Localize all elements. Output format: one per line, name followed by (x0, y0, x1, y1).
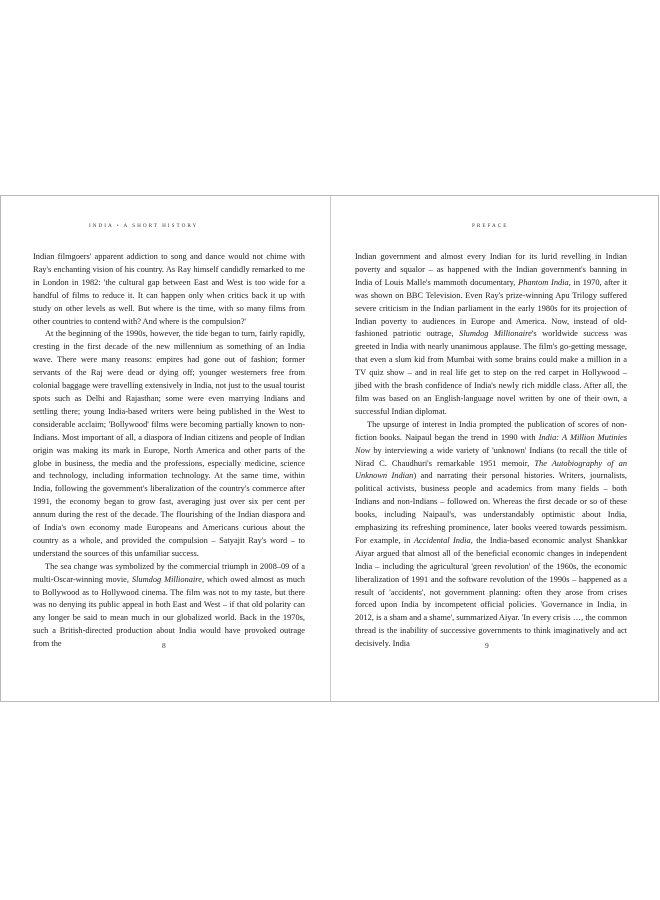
text-run: 's worldwide success was greeted in India with nearly unanimous applause. The film's go-getting message, that even a slum kid from Mumbai with some brains could make a million in a TV quiz show – and in real life get to step on the red carpet in Hollywood – jibed with the brash confidence of India's newly rich middle class. After all, the film was based on an English-language novel written by one of their own, a successful Indian diplomat. (355, 329, 628, 416)
text-run: by interviewing a wide variety of 'unknown' Indians (to recall the title of Nirad C. Chaudhuri's remarkable 1951 memoir, (355, 445, 627, 468)
italic-title: Accidental India (413, 535, 471, 545)
text-run: The sea change was symbolized by the commercial triumph in 2008–09 of a multi-Oscar-winning movie, (33, 561, 305, 584)
text-run: ) and narrating their personal histories. Writers, journalists, political activists, business people and academics from many fields – both Indians and non-Indians – followed on. Whereas the first decade or so of these books, including Naipaul's, was understandably optimistic about India, emphasizing its refreshing prominence, later books veered towards pessimism. For example, in (355, 471, 628, 545)
text-run: , the India-based economic analyst Shankkar Aiyar argued that almost all of the beneficial economic changes in independent India – including the agricultural 'green revolution' of the 1960s, the economic liberalization of 1991 and the software revolution of the 1990s – happened as a result of 'accidents', not government planning: often they arose from crises forced upon India by incompetent official policies. 'Governance in India, in 2012, is a sham and a shame', summarized Aiyar. 'In every crisis …, the common thread is the inability of successive governments to think imaginatively and act decisively. India (355, 535, 627, 649)
text-run: , in 1970, after it was shown on BBC Television. Even Ray's prize-winning Apu Trilogy suffered severe criticism in the Indian parliament in the early 1980s for its projection of Indian poverty to audiences in Europe and America. Now, instead of old-fashioned patriotic outrage, (355, 277, 628, 339)
right-page (331, 196, 660, 701)
left-page-number: 8 (162, 641, 166, 650)
paragraph (355, 251, 627, 419)
left-running-head: INDIA • A SHORT HISTORY (89, 223, 199, 229)
paragraph (355, 419, 627, 651)
italic-title: Slumdog Millionaire (459, 329, 532, 339)
paragraph (33, 561, 305, 651)
right-page-text (355, 251, 627, 651)
text-run: Indian filmgoers' apparent addiction to song and dance would not chime with Ray's enchanting vision of his country. As Ray himself candidly remarked to me in London in 1982: 'the cultural gap between East and West is too wide for a handful of films to reduce it. It can happen only when critics back it up with study on other levels as well. But where is the time, with so many films from other countries to contend with? And where is the compulsion?' (33, 252, 305, 326)
italic-title: The Autobiography of an Unknown Indian (355, 458, 628, 481)
italic-title: Slumdog Millionaire (131, 574, 202, 584)
right-running-head: PREFACE (472, 223, 509, 229)
italic-title: India: A Million Mutinies Now (355, 432, 627, 455)
text-run: Indian government and almost every Indian for its lurid revelling in Indian poverty and squalor – as happened with the Indian government's banning in India of Louis Malle's mammoth documentary, (355, 252, 627, 287)
text-run: The upsurge of interest in India prompted the publication of scores of non-fiction books. Naipaul began the trend in 1990 with (355, 419, 627, 442)
book-spread (0, 195, 659, 702)
italic-title: Phantom India (518, 277, 569, 287)
left-page-text (33, 251, 305, 651)
paragraph (33, 328, 305, 560)
left-page (1, 196, 330, 701)
right-page-number: 9 (485, 641, 489, 650)
paragraph (33, 251, 305, 328)
text-run: , which owed almost as much to Bollywood as to Hollywood cinema. The film was not to my taste, but there was no denying its public appeal in both East and West – if that old polarity can any longer be said to mean much in our globalized world. Back in the 1970s, such a British-directed production about India would have provoked outrage from the (33, 574, 305, 649)
text-run: At the beginning of the 1990s, however, the tide began to turn, fairly rapidly, cresting in the first decade of the new millennium as something of an India wave. There were many reasons: empires had gone out of fashion; former servants of the Raj were dead or dying off; younger westerners free from colonial baggage were travelling extensively in India, not just to the usual tourist spots such as Delhi and Rajasthan; some were even marrying Indians and settling there; young India-based writers were being published in the West to considerable acclaim; 'Bollywood' films were becoming partially known to non-Indians. Most important of all, a diaspora of Indian citizens and people of Indian origin was making its mark in Europe, North America and other parts of the globe in business, the media and the professions, especially medicine, science and technology, including information technology. At the same time, within India, following the government's liberalization of the country's commerce after 1991, the economy began to grow fast, averaging just over six per cent per annum during the rest of the decade. The flourishing of the Indian diaspora and of India's own economy made Europeans and Americans curious about the country as a whole, and provided the compulsion – Satyajit Ray's word – to understand the sources of this unfamiliar success. (33, 329, 305, 558)
